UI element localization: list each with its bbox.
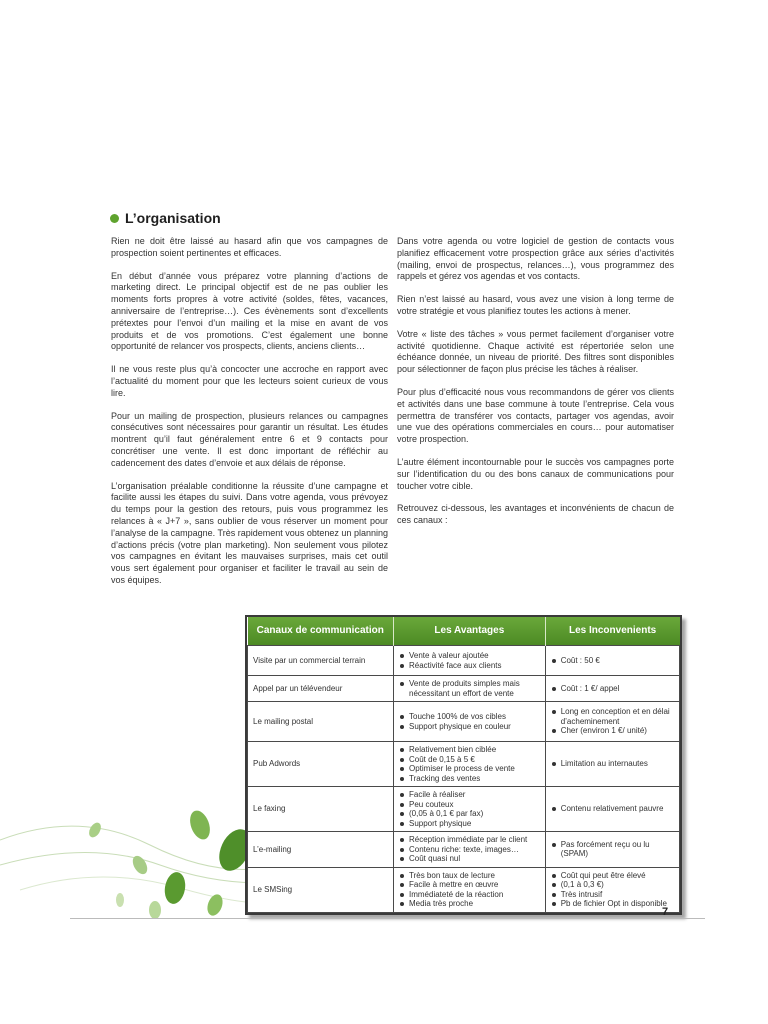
table-row: [248, 867, 680, 912]
list-item: (0,05 à 0,1 € par fax): [407, 809, 540, 819]
inconvenients-cell: [545, 832, 679, 868]
avantages-cell: [394, 867, 546, 912]
paragraph: Rien n’est laissé au hasard, vous avez une vision à long terme de votre stratégie et vous planifiez toutes les actions à mener.: [397, 294, 674, 316]
paragraph: L’organisation préalable conditionne la réussite d’une campagne et facilite aussi les étapes du suivi. Dans votre agenda, vous prévoyez du temps pour la gestion des retours, puis vous programmez les relances à « J+7 », sans oublier de vous réserver un moment pour l’analyse de la campagne. Très rapidement vous obtenez un planning d’actions précis (votre plan marketing). Non seulement vous pilotez vos campagnes en évitant les mauvaises surprises, mais cet outil vous sert également pour organiser et faciliter le travail au sein de vos équipes.: [111, 480, 388, 585]
footer-rule: [70, 918, 705, 919]
bullet-list: [551, 804, 674, 814]
canal-cell: L’e-mailing: [248, 832, 394, 868]
inconvenients-cell: [545, 867, 679, 912]
table-row: [248, 702, 680, 742]
canal-cell: Visite par un commercial terrain: [248, 646, 394, 676]
bullet-list: [399, 871, 540, 909]
paragraph: Pour plus d’efficacité nous vous recommandons de gérer vos clients et activités dans une base commune à toute l’entreprise. Cela vous permettra de transférer vos contacts, partager vos agendas, avoir une vue des opérations commerciales en cours… pour automatiser votre prospection.: [397, 386, 674, 445]
list-item: Tracking des ventes: [407, 774, 540, 784]
left-column: [111, 236, 388, 598]
inconvenients-cell: [545, 702, 679, 742]
paragraph: Retrouvez ci-dessous, les avantages et inconvénients de chacun de ces canaux :: [397, 503, 674, 526]
list-item: Pas forcément reçu ou lu (SPAM): [559, 840, 674, 859]
bullet-list: [551, 871, 674, 909]
bullet-list: [399, 745, 540, 783]
list-item: Vente de produits simples mais nécessitant un effort de vente: [407, 679, 540, 698]
list-item: Media très proche: [407, 899, 540, 909]
bullet-list: [551, 684, 674, 694]
section-heading: [110, 210, 221, 226]
list-item: Contenu riche: texte, images…: [407, 845, 540, 855]
avantages-cell: [394, 676, 546, 702]
canal-cell: Le mailing postal: [248, 702, 394, 742]
list-item: Limitation au internautes: [559, 759, 674, 769]
paragraph: L’autre élément incontournable pour le succès vos campagnes porte sur l’identification du ou des bons canaux de communications pour toucher votre cible.: [397, 456, 674, 491]
canal-cell: Pub Adwords: [248, 742, 394, 787]
paragraph: Il ne vous reste plus qu’à concocter une accroche en rapport avec l’actualité du moment pour que les lecteurs soient curieux de vous lire.: [111, 364, 388, 398]
avantages-cell: [394, 832, 546, 868]
bullet-list: [551, 759, 674, 769]
bullet-list: [399, 712, 540, 731]
list-item: Très intrusif: [559, 890, 674, 900]
avantages-cell: [394, 646, 546, 676]
paragraph: Rien ne doit être laissé au hasard afin que vos campagnes de prospection soient pertinentes et efficaces.: [111, 236, 388, 258]
table-row: [248, 787, 680, 832]
list-item: Peu couteux: [407, 800, 540, 810]
table-header-row: [248, 617, 680, 646]
list-item: Coût de 0,15 à 5 €: [407, 755, 540, 765]
paragraph: Votre « liste des tâches » vous permet facilement d’organiser votre activité quotidienne. Chaque activité est répertoriée selon une échéance donnée, un niveau de priorité. Des filtres sont disponibles pour sélectionner de façon plus précise les tâches à réaliser.: [397, 328, 674, 375]
paragraph: Pour un mailing de prospection, plusieurs relances ou campagnes consécutives sont nécessaires pour garantir un résultat. Les études montrent qu’il faut généralement entre 6 et 9 contacts pour concrétiser une vente. Il est donc important de réfléchir au cadencement des dates d’envoie et aux délais de réponse.: [111, 410, 388, 468]
list-item: Support physique: [407, 819, 540, 829]
list-item: Vente à valeur ajoutée: [407, 651, 540, 661]
list-item: Pb de fichier Opt in disponible: [559, 899, 674, 909]
avantages-cell: [394, 742, 546, 787]
page-number: 7: [662, 906, 669, 918]
list-item: Coût : 50 €: [559, 656, 674, 666]
column-header-avantages: Les Avantages: [394, 617, 546, 646]
list-item: Très bon taux de lecture: [407, 871, 540, 881]
list-item: Coût qui peut être élevé: [559, 871, 674, 881]
bullet-icon: [110, 214, 119, 223]
channels-table: [245, 615, 682, 915]
inconvenients-cell: [545, 676, 679, 702]
inconvenients-cell: [545, 646, 679, 676]
list-item: Support physique en couleur: [407, 722, 540, 732]
paragraph: En début d’année vous préparez votre planning d’actions de marketing direct. Le principal objectif est de ne pas oublier les moments forts propres à votre activité (soldes, fêtes, vacances, anniversaire de l’entreprise…). Ces évènements sont d’excellents prétextes pour l’envoi d’un mailing et la mise en avant de vos produits et de vos promotions. C’est également une bonne opportunité de relancer vos prospects, clients, anciens clients…: [111, 270, 388, 352]
list-item: Réception immédiate par le client: [407, 835, 540, 845]
inconvenients-cell: [545, 787, 679, 832]
list-item: Facile à mettre en œuvre: [407, 880, 540, 890]
list-item: Coût : 1 €/ appel: [559, 684, 674, 694]
table-row: [248, 646, 680, 676]
list-item: Coût quasi nul: [407, 854, 540, 864]
right-column: [397, 236, 674, 538]
list-item: Long en conception et en délai d’acheminement: [559, 707, 674, 726]
inconvenients-cell: [545, 742, 679, 787]
list-item: Immédiateté de la réaction: [407, 890, 540, 900]
list-item: Réactivité face aux clients: [407, 661, 540, 671]
bullet-list: [399, 835, 540, 864]
canal-cell: Le faxing: [248, 787, 394, 832]
bullet-list: [551, 656, 674, 666]
paragraph: Dans votre agenda ou votre logiciel de gestion de contacts vous planifiez efficacement votre prospection grâce aux séries d’activités (mailing, envoi de prospectus, relances…), vous programmez des rappels et gérez vos agendas et vos contacts.: [397, 236, 674, 282]
list-item: Facile à réaliser: [407, 790, 540, 800]
list-item: (0,1 à 0,3 €): [559, 880, 674, 890]
list-item: Contenu relativement pauvre: [559, 804, 674, 814]
column-header-inconvenients: Les Inconvenients: [545, 617, 679, 646]
section-title: L’organisation: [125, 210, 221, 226]
bullet-list: [399, 790, 540, 828]
canal-cell: Appel par un télévendeur: [248, 676, 394, 702]
column-header-canal: Canaux de communication: [248, 617, 394, 646]
table-row: [248, 676, 680, 702]
avantages-cell: [394, 787, 546, 832]
avantages-cell: [394, 702, 546, 742]
list-item: Optimiser le process de vente: [407, 764, 540, 774]
list-item: Relativement bien ciblée: [407, 745, 540, 755]
list-item: Touche 100% de vos cibles: [407, 712, 540, 722]
bullet-list: [551, 707, 674, 736]
bullet-list: [399, 679, 540, 698]
bullet-list: [399, 651, 540, 670]
table-row: [248, 742, 680, 787]
list-item: Cher (environ 1 €/ unité): [559, 726, 674, 736]
bullet-list: [551, 840, 674, 859]
table-row: [248, 832, 680, 868]
canal-cell: Le SMSing: [248, 867, 394, 912]
